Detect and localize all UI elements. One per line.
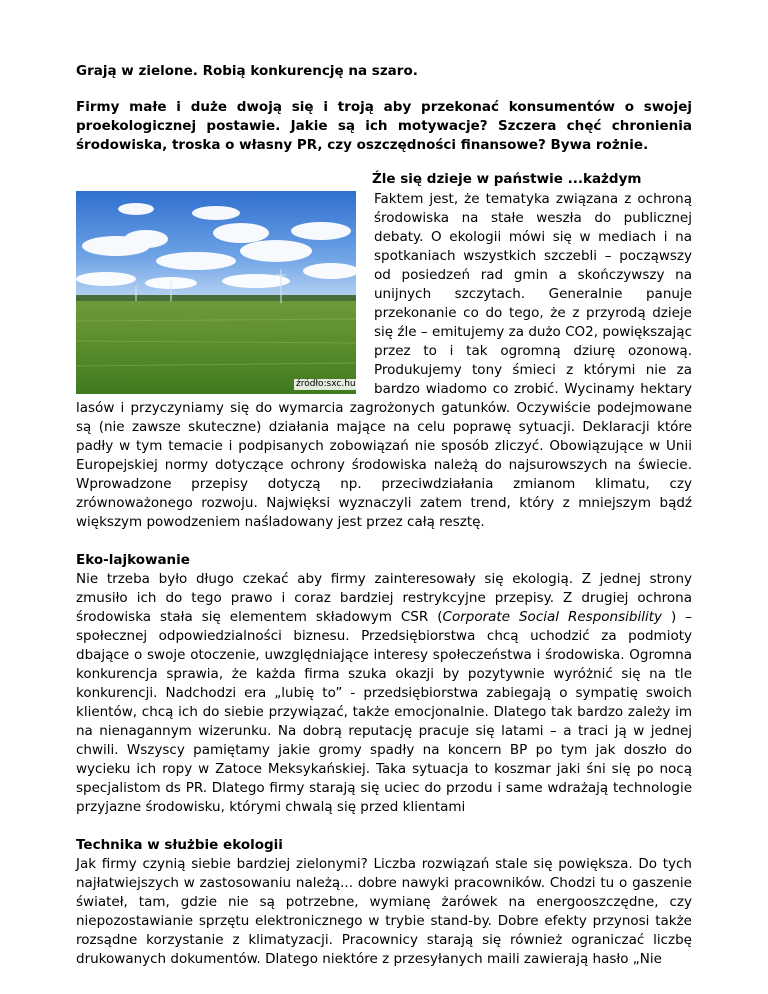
section-2-text-italic: Corporate Social Responsibility [442,609,662,625]
section-2-heading: Eko-lajkowanie [76,552,190,568]
section-3 [76,836,692,969]
section-1-text: Faktem jest, że tematyka związana z ochroną środowiska na stałe weszła do publicznej debaty. O ekologii mówi się w mediach i na spotkaniach wszystkich szczebli – począwszy od posiedzeń rad gmin a skończywszy na unijnych szczytach. Generalnie panuje przekonanie co do tego, że z przyrodą dzieje się źle – emitujemy za dużo CO2, powiększając przez to i tak ogromną dziurę ozonową. Produkujemy tony śmieci z którymi nie za bardzo wiadomo co zrobić. Wycinamy hektary lasów i przyczyniamy się do wymarcia zagrożonych gatunków. Oczywiście podejmowane są (nie zawsze skuteczne) działania mające na celu poprawę sytuacji. Deklaracji które padły w tym temacie i podpisanych zobowiązań nie sposób zliczyć. Obowiązujące w Unii Europejskiej normy dotyczące ochrony środowiska należą do najsurowszych na świecie. Wprowadzone przepisy dotyczą np. przeciwdziałania zmianom klimatu, czy zrównoważonego rozwoju. Najwięksi wyznaczyli zatem trend, który z mniejszym bądź większym powodzeniem naśladowany jest przez całą resztę. [76,191,692,530]
section-3-heading: Technika w służbie ekologii [76,837,283,853]
section-2-text [76,570,692,817]
section-1-heading: Źle się dzieje w państwie ...każdym [372,171,642,187]
article-title: Grają w zielone. Robią konkurencję na szaro. [76,63,418,79]
document-page [76,62,692,969]
section-2 [76,551,692,817]
section-3-text: Jak firmy czynią siebie bardziej zielonymi? Liczba rozwiązań stale się powiększa. Do tych najłatwiejszych w zastosowaniu należą... dobre nawyki pracowników. Chodzi tu o gaszenie świateł, tam, gdzie nie są potrzebne, wymianę żarówek na energooszczędne, czy niepozostawianie sprzętu elektronicznego w trybie stand-by. Dobre efekty przynosi także rozsądne korzystanie z klimatyzacji. Pracownicy starają się również ograniczać liczbę drukowanych dokumentów. Dlatego niektóre z przesyłanych maili zawierają hasło „Nie [76,856,692,967]
section-2-text-part-2: ) – społecznej odpowiedzialności biznesu. Przedsiębiorstwa chcą uchodzić za podmioty dbające o swoje otoczenie, uwzględniające interesy społeczeństwa i środowiska. Ogromna konkurencja sprawia, że każda firma szuka okazji by pozytywnie wyróżnić się na tle konkurencji. Nadchodzi era „lubię to” - przedsiębiorstwa zabiegają o sympatię swoich klientów, chcą ich do siebie przywiązać, także emocjonalnie. Dlatego tak bardzo zależy im na nienagannym wizerunku. Na dobrą reputację pracuje się latami – a traci ją w jednej chwili. Wszyscy pamiętamy jakie gromy spadły na koncern BP po tym jak doszło do wycieku ich ropy w Zatoce Meksykańskiej. Taka sytuacja to koszmar jaki śni się po nocą specjalistom ds PR. Dlatego firmy starają się uciec do przodu i same wdrażają technologie przyjazne środowisku, którymi chwalą się przed klientami [76,609,692,815]
section-2-text-part-1: Nie trzeba było długo czekać aby firmy zainteresowały się ekologią. Z jednej strony zmusiło ich do tego prawo i coraz bardziej restrykcyjne przepisy. Z drugiej ochrona środowiska stała się elementem składowym CSR ( [76,571,692,625]
section-1 [76,170,692,532]
meadow-photo [76,191,356,394]
article-lead: Firmy małe i duże dwoją się i troją aby przekonać konsumentów o swojej proekologicznej postawie. Jakie są ich motywacje? Szczera chęć chronienia środowiska, troska o własny PR, czy oszczędności finansowe? Bywa rożnie. [76,99,692,153]
photo-credit: źródło:sxc.hu [296,379,356,389]
meadow-image [76,191,356,394]
